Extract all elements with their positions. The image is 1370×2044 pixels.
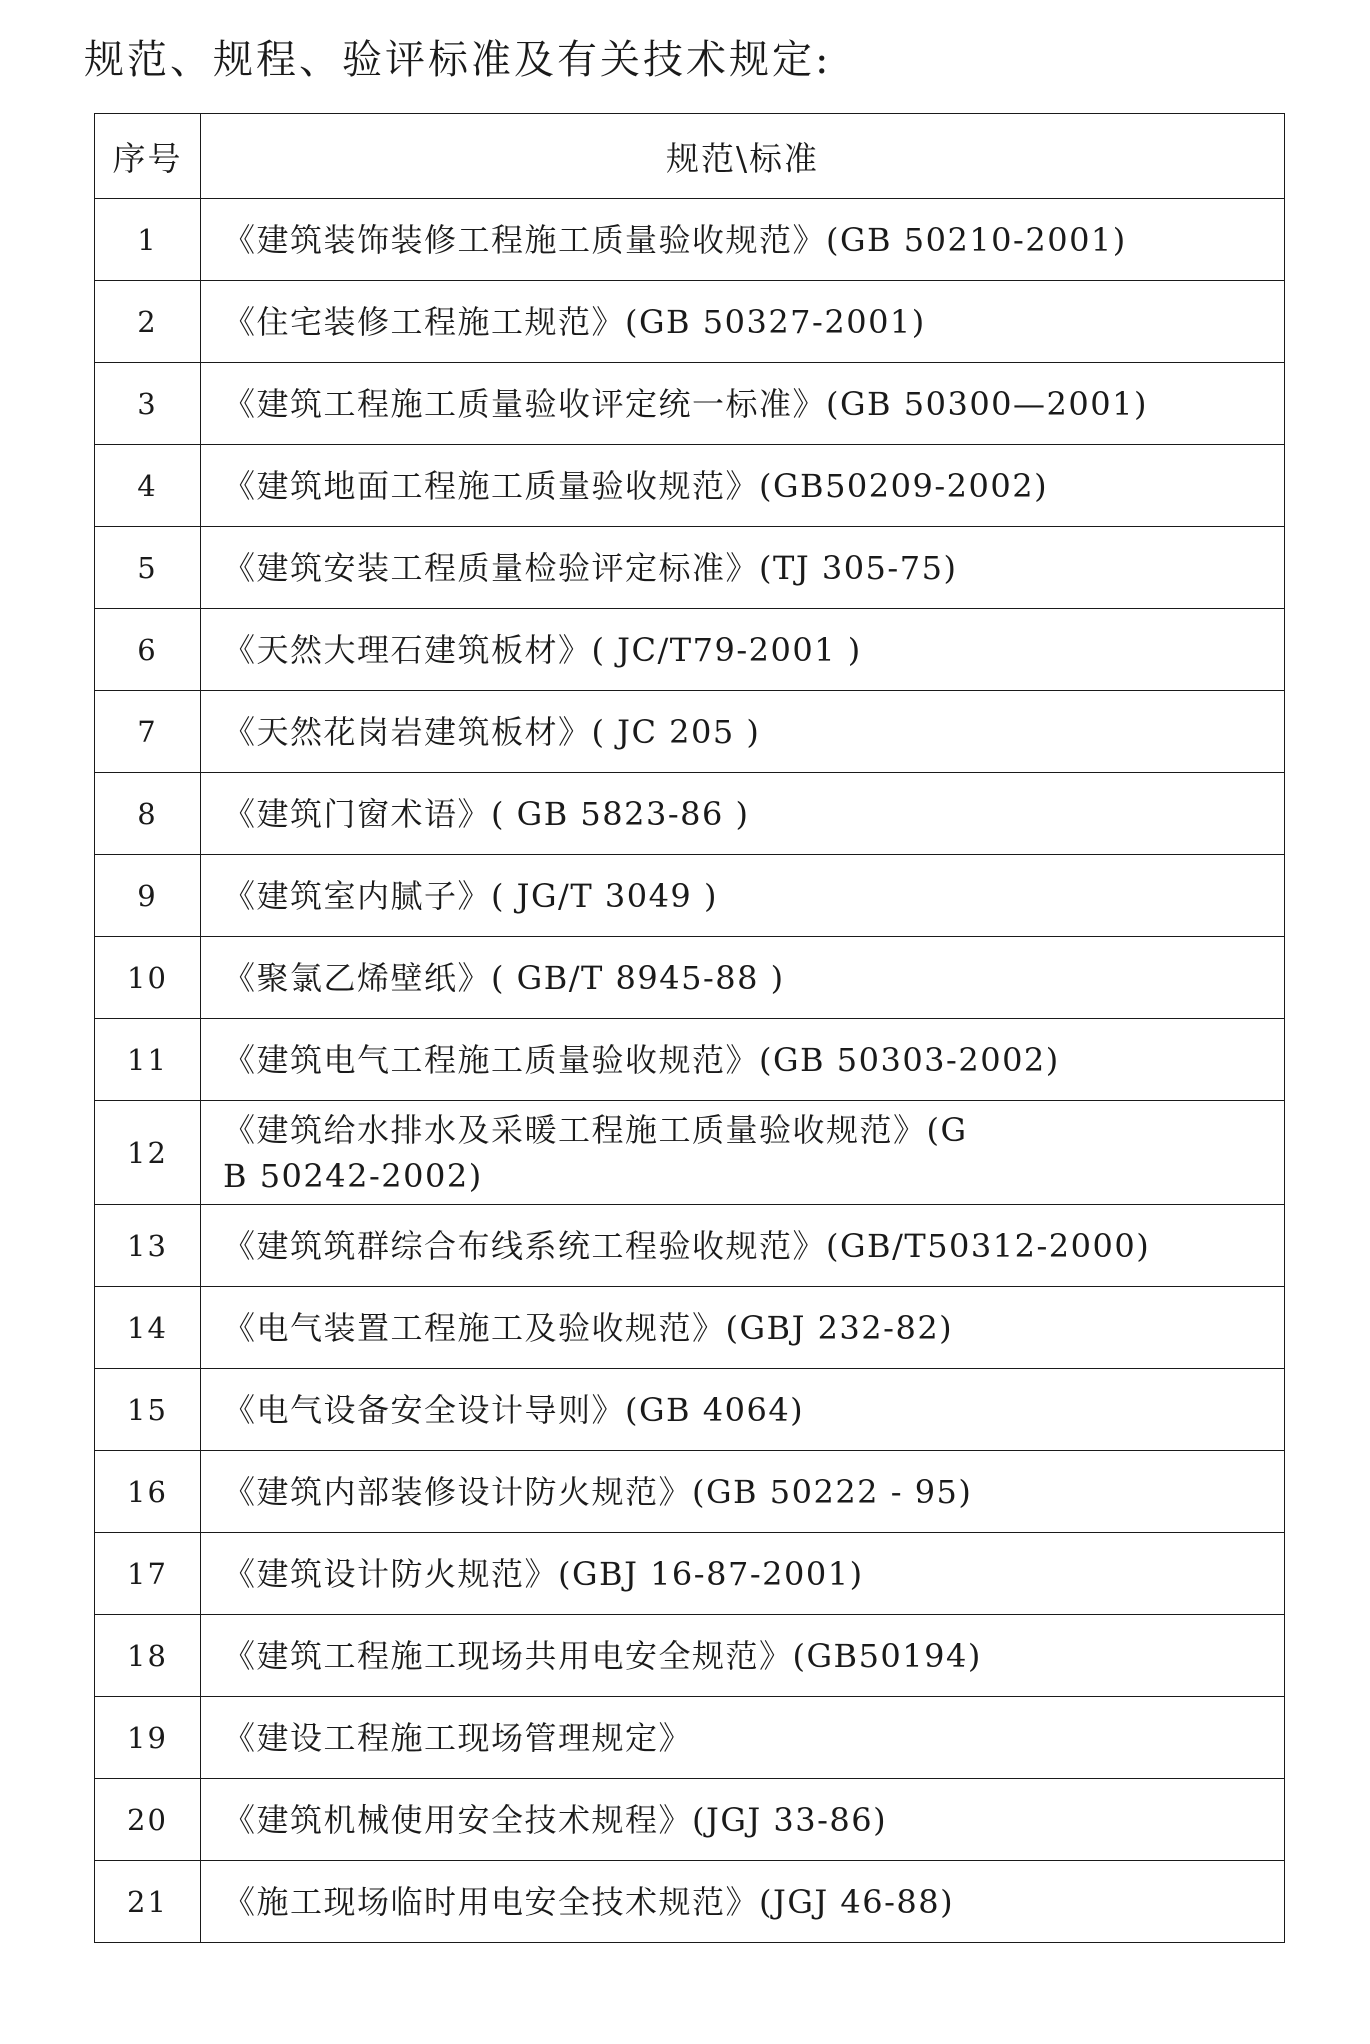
row-standard-name: 《建筑门窗术语》( GB 5823-86 ) [201, 773, 1285, 855]
table-row [95, 527, 1285, 609]
row-number: 2 [95, 281, 201, 363]
table-row [95, 1533, 1285, 1615]
table-row [95, 691, 1285, 773]
row-number: 11 [95, 1019, 201, 1101]
row-number: 20 [95, 1779, 201, 1861]
row-standard-name: 《建筑室内腻子》( JG/T 3049 ) [201, 855, 1285, 937]
row-number: 7 [95, 691, 201, 773]
row-number: 5 [95, 527, 201, 609]
row-number: 17 [95, 1533, 201, 1615]
table-row [95, 1615, 1285, 1697]
row-standard-name: 《建筑装饰装修工程施工质量验收规范》(GB 50210-2001) [201, 199, 1285, 281]
table-row [95, 199, 1285, 281]
table-row [95, 855, 1285, 937]
row-standard-name: 《天然花岗岩建筑板材》( JC 205 ) [201, 691, 1285, 773]
table-row [95, 937, 1285, 1019]
table-row [95, 1369, 1285, 1451]
table-body [95, 199, 1285, 1943]
row-standard-name: 《天然大理石建筑板材》( JC/T79-2001 ) [201, 609, 1285, 691]
table-row [95, 1101, 1285, 1205]
table-row [95, 1697, 1285, 1779]
row-standard-name: 《建筑内部装修设计防火规范》(GB 50222 - 95) [201, 1451, 1285, 1533]
table-row [95, 1287, 1285, 1369]
row-number: 19 [95, 1697, 201, 1779]
row-standard-name: 《建筑设计防火规范》(GBJ 16-87-2001) [201, 1533, 1285, 1615]
row-number: 18 [95, 1615, 201, 1697]
table-row [95, 773, 1285, 855]
table-row [95, 1861, 1285, 1943]
row-standard-name: 《电气设备安全设计导则》(GB 4064) [201, 1369, 1285, 1451]
table-row [95, 1205, 1285, 1287]
row-number: 21 [95, 1861, 201, 1943]
table-row [95, 281, 1285, 363]
table-row [95, 363, 1285, 445]
row-number: 8 [95, 773, 201, 855]
page-title: 规范、规程、验评标准及有关技术规定: [84, 37, 832, 83]
row-number: 4 [95, 445, 201, 527]
table-row [95, 1779, 1285, 1861]
row-standard-name: 《住宅装修工程施工规范》(GB 50327-2001) [201, 281, 1285, 363]
row-standard-name: 《聚氯乙烯壁纸》( GB/T 8945-88 ) [201, 937, 1285, 1019]
row-number: 10 [95, 937, 201, 1019]
row-number: 15 [95, 1369, 201, 1451]
standards-table [94, 113, 1285, 1943]
table-row [95, 445, 1285, 527]
row-standard-name: 《建筑工程施工质量验收评定统一标准》(GB 50300—2001) [201, 363, 1285, 445]
row-standard-name: 《电气装置工程施工及验收规范》(GBJ 232-82) [201, 1287, 1285, 1369]
row-number: 9 [95, 855, 201, 937]
row-number: 3 [95, 363, 201, 445]
row-number: 16 [95, 1451, 201, 1533]
row-standard-name: 《施工现场临时用电安全技术规范》(JGJ 46-88) [201, 1861, 1285, 1943]
header-serial-number: 序号 [95, 114, 201, 199]
row-number: 14 [95, 1287, 201, 1369]
header-standard: 规范\标准 [201, 114, 1285, 199]
table-header-row [95, 114, 1285, 199]
table-row [95, 609, 1285, 691]
row-standard-name: 《建筑电气工程施工质量验收规范》(GB 50303-2002) [201, 1019, 1285, 1101]
table-row [95, 1451, 1285, 1533]
row-number: 1 [95, 199, 201, 281]
row-standard-name: 《建筑工程施工现场共用电安全规范》(GB50194) [201, 1615, 1285, 1697]
row-standard-name: 《建筑安装工程质量检验评定标准》(TJ 305-75) [201, 527, 1285, 609]
row-number: 13 [95, 1205, 201, 1287]
row-standard-name: 《建筑筑群综合布线系统工程验收规范》(GB/T50312-2000) [201, 1205, 1285, 1287]
table-row [95, 1019, 1285, 1101]
row-standard-name: 《建设工程施工现场管理规定》 [201, 1697, 1285, 1779]
row-standard-name: 《建筑机械使用安全技术规程》(JGJ 33-86) [201, 1779, 1285, 1861]
row-standard-name: 《建筑给水排水及采暖工程施工质量验收规范》(GB 50242-2002) [201, 1101, 1285, 1205]
row-number: 12 [95, 1101, 201, 1205]
row-number: 6 [95, 609, 201, 691]
row-standard-name: 《建筑地面工程施工质量验收规范》(GB50209-2002) [201, 445, 1285, 527]
